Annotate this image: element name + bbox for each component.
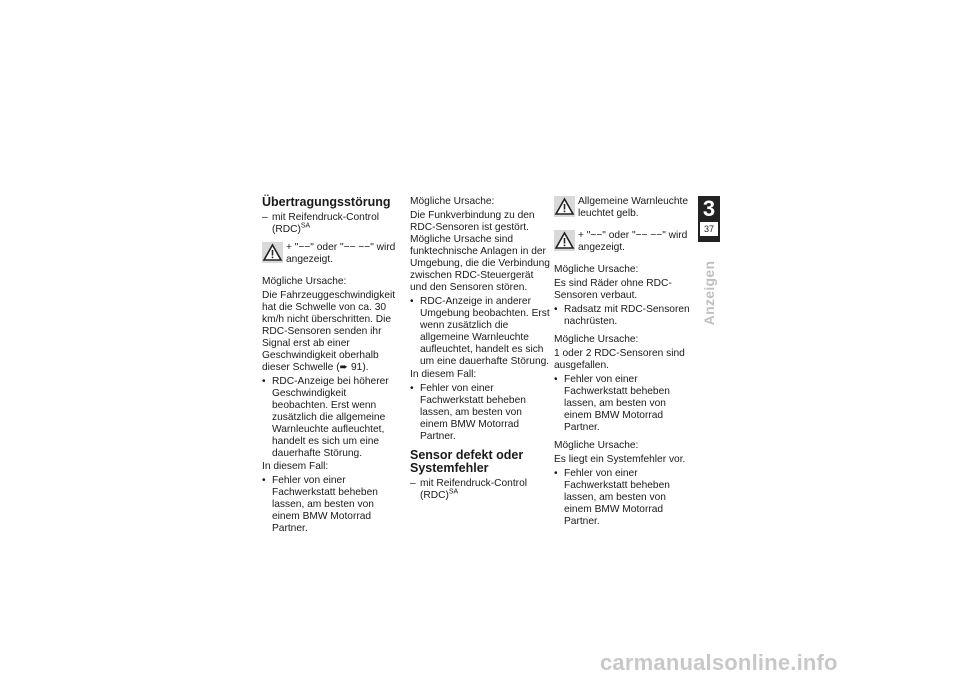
column-2 <box>410 196 550 504</box>
case-label: In diesem Fall: <box>262 461 329 472</box>
cause-label: Mögliche Ursache: <box>262 276 347 287</box>
page-number: 37 <box>700 222 718 236</box>
column-3 <box>554 196 694 529</box>
warning-text: + "−−" oder "−− −−" wird angezeigt. <box>286 242 396 265</box>
cause-text: Es sind Räder ohne RDC-Sensoren verbaut. <box>554 278 672 301</box>
warning-triangle-icon <box>554 196 575 217</box>
cause-label: Mögliche Ursache: <box>554 264 639 275</box>
heading-sensor-defekt: Sensor defekt oder Systemfehler <box>410 448 524 475</box>
list-item: • Fehler von einer Fachwerkstatt beheben lassen, am besten von einem BMW Motorrad Partner. <box>262 475 378 534</box>
watermark: carmanualsonline.info <box>600 650 838 675</box>
dash-marker: – <box>410 478 416 489</box>
list-item: • RDC-Anzeige in anderer Umgebung beobachten. Erst wenn zusätzlich die allgemeine Warnleuchte aufleuchtet, handelt es sich um eine dauerhafte Störung. <box>410 296 550 367</box>
page-reference: 91). <box>350 362 369 373</box>
equipment-note <box>410 478 550 502</box>
equipment-text: mit Reifendruck-Control (RDC) <box>272 212 380 235</box>
cause-text: 1 oder 2 RDC-Sensoren sind ausgefallen. <box>554 348 685 371</box>
cause-text: Es liegt ein Systemfehler vor. <box>554 454 686 465</box>
warning-display-row <box>554 230 694 258</box>
case-label: In diesem Fall: <box>410 369 477 380</box>
sa-superscript: SA <box>448 488 459 496</box>
warning-triangle-icon <box>554 230 575 251</box>
cause-label: Mögliche Ursache: <box>554 440 639 451</box>
cause-text: Die Funkverbindung zu den RDC-Sensoren ist gestört. Mögliche Ursache sind funktechnische Anlagen in der Umgebung, die die Verbindung zwischen RDC-Steuergerät und den Sensoren stören. <box>410 210 550 293</box>
warning-text: Allgemeine Warnleuchte leuchtet gelb. <box>578 196 689 219</box>
heading-uebertragungsstoerung: Übertragungsstörung <box>262 195 391 209</box>
general-warning-row <box>554 196 694 224</box>
list-item: • Radsatz mit RDC-Sensoren nachrüsten. <box>554 304 690 327</box>
chapter-number: 3 <box>702 196 716 221</box>
sa-superscript: SA <box>300 222 311 230</box>
cause-text: Die Fahrzeuggeschwindigkeit hat die Schwelle von ca. 30 km/h nicht überschritten. Die RDC-Sensoren senden ihr Signal erst ab einer Geschwindigkeit oberhalb dieser Schwelle (➨ 91). <box>262 290 396 373</box>
list-item: • Fehler von einer Fachwerkstatt beheben lassen, am besten von einem BMW Motorrad Partner. <box>410 383 526 442</box>
warning-text: + "−−" oder "−− −−" wird angezeigt. <box>578 230 688 253</box>
column-1 <box>262 196 402 536</box>
arrow-right-icon: ➨ <box>339 362 349 373</box>
dash-marker: – <box>262 212 268 223</box>
cause-label: Mögliche Ursache: <box>554 334 639 345</box>
warning-display-row <box>262 242 402 270</box>
cause-label: Mögliche Ursache: <box>410 196 495 207</box>
equipment-note <box>262 212 402 236</box>
section-label: Anzeigen <box>701 260 717 326</box>
list-item: • RDC-Anzeige bei höherer Geschwindigkeit beobachten. Erst wenn zusätzlich die allgemeine Warnleuchte aufleuchtet, handelt es sich um eine dauerhafte Störung. <box>262 376 389 459</box>
chapter-tab <box>698 196 720 242</box>
list-item: • Fehler von einer Fachwerkstatt beheben lassen, am besten von einem BMW Motorrad Partner. <box>554 468 670 527</box>
list-item: • Fehler von einer Fachwerkstatt beheben lassen, am besten von einem BMW Motorrad Partner. <box>554 374 670 433</box>
equipment-text: mit Reifendruck-Control (RDC) <box>420 478 528 501</box>
warning-triangle-icon <box>262 242 283 263</box>
